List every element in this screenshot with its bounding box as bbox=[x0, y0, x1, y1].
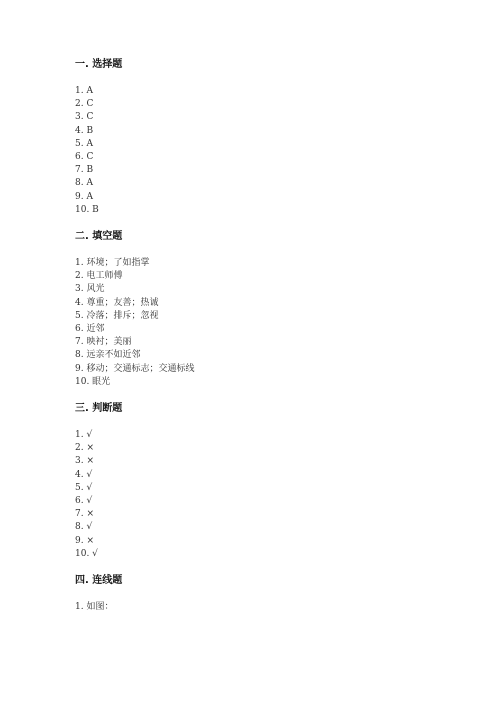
answer-item: 1. A bbox=[75, 86, 93, 96]
answer-item: 4. 尊重；友善；热诚 bbox=[75, 297, 159, 308]
answer-item: 5. 冷落；排斥；忽视 bbox=[75, 310, 159, 321]
answer-item: 10. 眼光 bbox=[75, 376, 111, 387]
answer-list-true-false bbox=[75, 429, 435, 561]
answer-item: 1. 环境；了如指掌 bbox=[75, 258, 150, 269]
answer-item: 8. A bbox=[75, 178, 93, 189]
section-true-false bbox=[75, 402, 435, 561]
answer-item: 6. √ bbox=[75, 496, 93, 507]
answer-list-matching bbox=[75, 601, 435, 614]
answer-list-choice bbox=[75, 85, 435, 217]
answer-item: 1. √ bbox=[75, 430, 93, 441]
answer-item: 8. √ bbox=[75, 522, 93, 533]
answer-item: 9. × bbox=[75, 535, 94, 546]
answer-item: 5. √ bbox=[75, 482, 93, 493]
answer-item: 3. C bbox=[75, 112, 94, 123]
section-fill-blank bbox=[75, 230, 435, 389]
answer-item: 7. B bbox=[75, 165, 94, 176]
answer-item: 10. B bbox=[75, 204, 99, 215]
section-choice bbox=[75, 58, 435, 217]
answer-item: 3. 风光 bbox=[75, 284, 105, 295]
answer-item: 4. B bbox=[75, 125, 94, 136]
answer-item: 6. C bbox=[75, 152, 94, 163]
section-title-true-false: 三. 判断题 bbox=[75, 403, 123, 415]
answer-item: 3. × bbox=[75, 456, 94, 467]
answer-item: 8. 远亲不如近邻 bbox=[75, 350, 141, 361]
answer-item: 4. √ bbox=[75, 469, 93, 480]
answer-item: 9. A bbox=[75, 191, 93, 202]
answer-list-fill-blank bbox=[75, 257, 435, 389]
answer-item: 7. 映衬；美丽 bbox=[75, 337, 132, 348]
section-matching bbox=[75, 574, 435, 614]
answer-item: 2. C bbox=[75, 99, 94, 110]
answer-item: 2. × bbox=[75, 443, 94, 454]
answer-sheet bbox=[75, 58, 435, 627]
answer-item: 6. 近邻 bbox=[75, 324, 105, 335]
section-title-fill-blank: 二. 填空题 bbox=[75, 231, 123, 243]
section-title-choice: 一. 选择题 bbox=[75, 59, 123, 70]
answer-item: 5. A bbox=[75, 138, 93, 149]
answer-item: 10. √ bbox=[75, 548, 98, 559]
answer-item: 1. 如图： bbox=[75, 602, 114, 613]
answer-item: 7. × bbox=[75, 509, 94, 520]
section-title-matching: 四. 连线题 bbox=[75, 575, 123, 587]
answer-item: 9. 移动；交通标志；交通标线 bbox=[75, 363, 195, 374]
answer-item: 2. 电工师傅 bbox=[75, 271, 123, 282]
